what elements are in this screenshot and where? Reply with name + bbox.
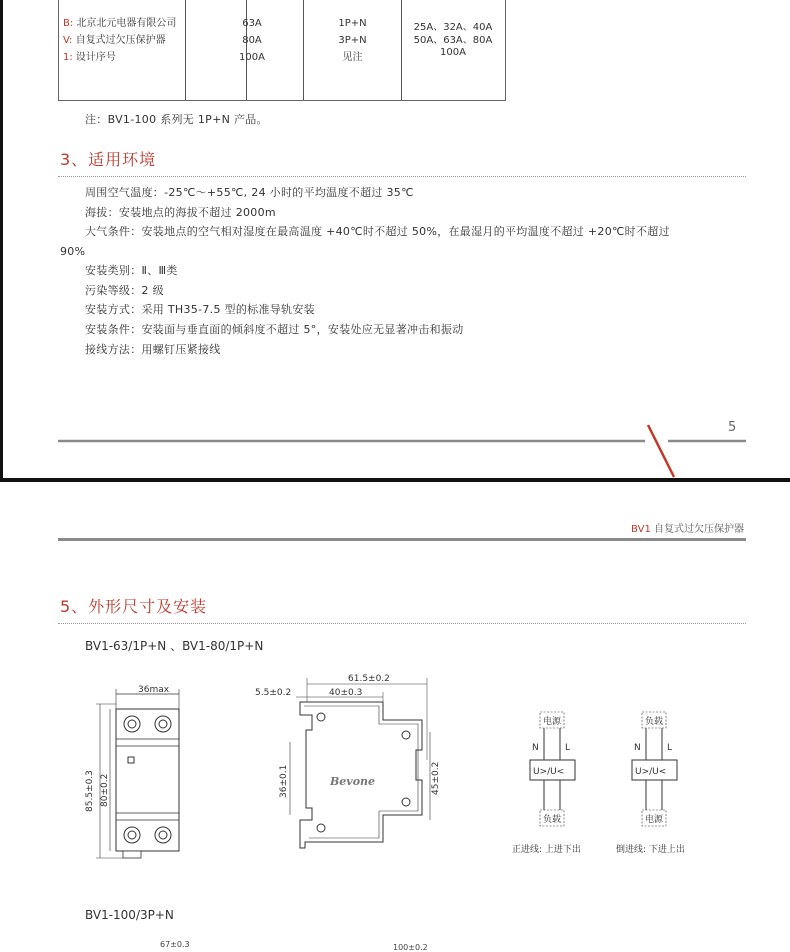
pole-value: 见注 [342, 52, 363, 63]
side-mid-dim: 40±0.3 [329, 688, 363, 698]
side-view-drawing [250, 670, 450, 870]
table-code-column [63, 15, 243, 66]
wiring-diagram-forward [510, 710, 605, 835]
rating-value: 50A、63A、80A [413, 34, 493, 46]
bevone-logo: Bevone [330, 775, 376, 788]
pole-value: 3P+N [338, 35, 367, 46]
running-header [560, 520, 744, 535]
side-overall-dim: 61.5±0.2 [348, 674, 390, 684]
section5-title: 5、外形尺寸及安装 [60, 597, 208, 616]
wiring2-l: L [667, 743, 673, 753]
page-number: 5 [728, 420, 737, 435]
env-line-wiring: 接线方法：用螺钉压紧接线 [85, 343, 221, 356]
rating-value: 25A、32A、40A [413, 22, 493, 33]
wiring1-l: L [565, 743, 571, 753]
current-value: 100A [239, 52, 265, 63]
wiring1-n: N [532, 743, 539, 753]
partial-dim-right: 100±0.2 [393, 943, 428, 952]
env-line-pollution: 污染等级：2 级 [85, 284, 164, 297]
current-value: 80A [242, 35, 262, 46]
env-line-atmosphere-cont: 90% [60, 245, 86, 258]
table-note: 注：BV1-100 系列无 1P+N 产品。 [85, 113, 268, 126]
env-line-install-category: 安装类别：Ⅱ、Ⅲ类 [85, 264, 178, 277]
table-current-column [222, 15, 282, 66]
wiring-diagram-reverse [612, 710, 707, 835]
current-value: 63A [242, 18, 262, 29]
code-row-b: B: 北京北元电器有限公司 [63, 18, 177, 29]
table-pole-column [320, 15, 385, 66]
header-subtitle: 自复式过欠压保护器 [654, 524, 744, 535]
front-height-outer-dim: 85.5±0.3 [85, 770, 95, 812]
side-left-height-dim: 36±0.1 [279, 764, 289, 798]
wiring2-top-label: 负载 [645, 717, 664, 727]
section5-divider [58, 623, 746, 624]
code-row-v: V: 自复式过欠压保护器 [63, 35, 166, 46]
header-rule [58, 538, 746, 541]
wiring2-device: U>/U< [635, 767, 667, 777]
page-frame-left [0, 0, 3, 478]
side-right-height-dim: 45±0.2 [431, 761, 441, 795]
side-left-dim: 5.5±0.2 [255, 688, 292, 698]
wiring2-n: N [634, 743, 641, 753]
code-row-1: 1: 设计序号 [63, 52, 116, 63]
section3-divider [58, 176, 746, 177]
env-line-altitude: 海拔：安装地点的海拔不超过 2000m [85, 206, 276, 219]
env-line-install-condition: 安装条件：安装面与垂直面的倾斜度不超过 5°，安装处应无显著冲击和振动 [85, 323, 464, 336]
model-label-1p: BV1-63/1P+N 、BV1-80/1P+N [85, 639, 264, 653]
wiring1-top-label: 电源 [543, 717, 562, 727]
wiring1-bottom-label: 负载 [543, 815, 562, 825]
model-label-3p: BV1-100/3P+N [85, 908, 174, 922]
wiring1-device: U>/U< [533, 767, 565, 777]
wiring2-caption: 倒进线: 下进上出 [616, 845, 685, 855]
section3-title: 3、适用环境 [60, 150, 157, 169]
page-footer-rule [0, 415, 790, 480]
table-rating-column [403, 22, 503, 60]
rating-value: 100A [440, 47, 466, 58]
pole-value: 1P+N [338, 18, 367, 29]
wiring1-caption: 正进线: 上进下出 [512, 845, 581, 855]
front-height-inner-dim: 80±0.2 [100, 773, 110, 807]
env-line-atmosphere: 大气条件：安装地点的空气相对湿度在最高温度 +40℃时不超过 50%，在最湿月的平均温度不超过 +20℃时不超过 [85, 225, 670, 238]
front-width-dim: 36max [138, 685, 170, 695]
front-view-drawing [78, 682, 198, 867]
env-line-mounting: 安装方式：采用 TH35-7.5 型的标准导轨安装 [85, 303, 315, 316]
header-brand: BV1 [631, 524, 651, 535]
page-separator [0, 478, 790, 482]
partial-dim-left: 67±0.3 [160, 940, 190, 949]
wiring2-bottom-label: 电源 [645, 815, 664, 825]
env-line-temperature: 周围空气温度：-25℃～+55℃, 24 小时的平均温度不超过 35℃ [85, 186, 414, 199]
